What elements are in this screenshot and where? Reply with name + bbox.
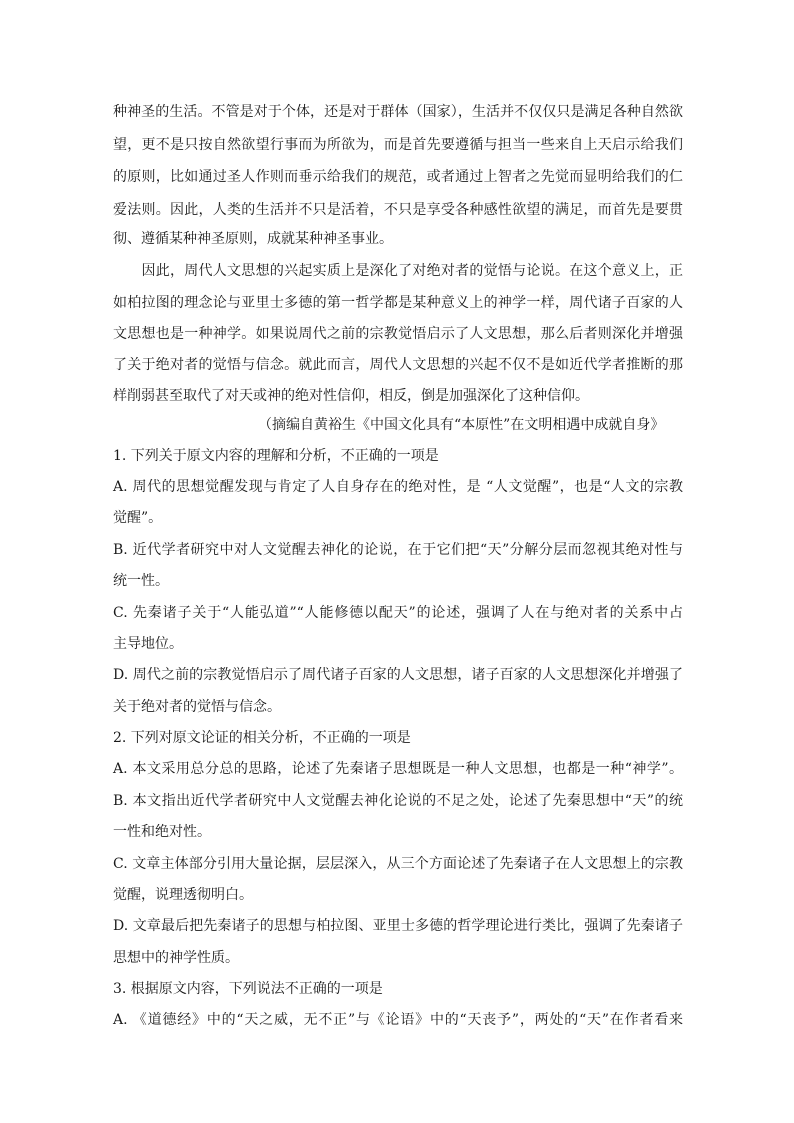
option-line: D. 周代之前的宗教觉悟启示了周代诸子百家的人文思想，诸子百家的人文思想深化并增强了: [113, 667, 683, 683]
option-line: D. 文章最后把先秦诸子的思想与柏拉图、亚里士多德的哲学理论进行类比，强调了先秦诸子: [113, 918, 683, 934]
option-line: C. 先秦诸子关于“人能弘道”“人能修德以配天”的论述，强调了人在与绝对者的关系中占: [113, 605, 683, 621]
option-line: A. 周代的思想觉醒发现与肯定了人自身存在的绝对性，是 “人文觉醒”，也是“人文的宗教: [113, 479, 683, 495]
option-line: 思想中的神学性质。: [113, 950, 239, 966]
question-2: 2. 下列对原文论证的相关分析，不正确的一项是: [113, 730, 411, 746]
text-line: 样削弱甚至取代了对天或神的绝对性信仰，相反，倒是加强深化了这种信仰。: [113, 388, 589, 404]
text-line: 的原则，比如通过圣人作则而垂示给我们的规范，或者通过上智者之先觉而显明给我们的仁: [113, 169, 683, 185]
text-line: 文思想也是一种神学。如果说周代之前的宗教觉悟启示了人文思想，那么后者则深化并增强: [113, 326, 683, 342]
text-line: 了关于绝对者的觉悟与信念。就此而言，周代人文思想的兴起不仅不是如近代学者推断的那: [113, 357, 683, 373]
option-line: B. 近代学者研究中对人文觉醒去神化的论说，在于它们把“天”分解分层而忽视其绝对性与: [113, 542, 683, 558]
option-line: 统一性。: [113, 573, 169, 589]
option-line: A. 《道德经》中的“天之威，无不正”与《论语》中的“天丧予”，两处的“天”在作者看来: [113, 1012, 683, 1028]
text-line: 种神圣的生活。不管是对于个体，还是对于群体（国家），生活并不仅仅只是满足各种自然欲: [113, 104, 683, 120]
option-line: 一性和绝对性。: [113, 824, 211, 840]
question-1: 1. 下列关于原文内容的理解和分析，不正确的一项是: [113, 448, 439, 464]
option-line: 主导地位。: [113, 636, 183, 652]
text-line: 因此，周代人文思想的兴起实质上是深化了对绝对者的觉悟与论说。在这个意义上，正: [113, 263, 683, 279]
option-line: C. 文章主体部分引用大量论据，层层深入，从三个方面论述了先秦诸子在人文思想上的宗教: [113, 856, 683, 872]
option-line: B. 本文指出近代学者研究中人文觉醒去神化论说的不足之处，论述了先秦思想中“天”的统: [113, 793, 683, 809]
option-line: 关于绝对者的觉悟与信念。: [113, 699, 281, 715]
option-line: 觉醒，说理透彻明白。: [113, 887, 253, 903]
text-line: 如柏拉图的理念论与亚里士多德的第一哲学都是某种意义上的神学一样，周代诸子百家的人: [113, 295, 683, 311]
question-3: 3. 根据原文内容，下列说法不正确的一项是: [113, 981, 383, 997]
text-line: 彻、遵循某种神圣原则，成就某种神圣事业。: [113, 231, 393, 247]
text-line: 望，更不是只按自然欲望行事而为所欲为，而是首先要遵循与担当一些来自上天启示给我们: [113, 137, 683, 153]
option-line: A. 本文采用总分总的思路，论述了先秦诸子思想既是一种人文思想，也都是一种“神学”。: [113, 761, 683, 777]
source-citation: （摘编自黄裕生《中国文化具有“本原性”在文明相遇中成就自身》: [258, 417, 665, 433]
text-line: 爱法则。因此，人类的生活并不只是活着，不只是享受各种感性欲望的满足，而首先是要贯: [113, 202, 683, 218]
option-line: 觉醒”。: [113, 510, 163, 526]
